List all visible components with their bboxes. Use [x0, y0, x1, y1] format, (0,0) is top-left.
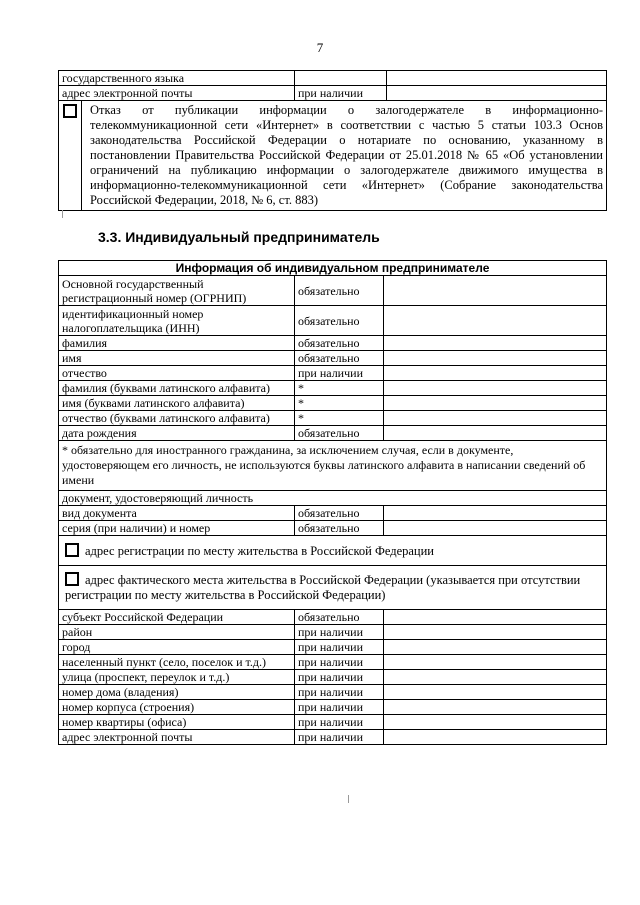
field-value[interactable] [384, 411, 607, 426]
table-row [59, 715, 607, 730]
field-value[interactable] [384, 640, 607, 655]
field-label: государственного языка [59, 71, 295, 86]
field-value[interactable] [384, 521, 607, 536]
footnote: * обязательно для иностранного гражданина, за исключением случая, если в документе, удостоверяющем его личность, не используются буквы латинского алфавита в написании сведений об имени [59, 441, 607, 491]
field-label: имя [59, 351, 295, 366]
field-label: номер дома (владения) [59, 685, 295, 700]
entrepreneur-info-table [58, 260, 607, 745]
address-actual-row [59, 566, 607, 610]
field-requirement: обязательно [295, 426, 384, 441]
top-continuation-table [58, 70, 607, 211]
field-requirement: обязательно [295, 351, 384, 366]
table-header-row [59, 261, 607, 276]
field-value[interactable] [384, 306, 607, 336]
field-requirement: обязательно [295, 610, 384, 625]
field-label: фамилия [59, 336, 295, 351]
field-value[interactable] [384, 336, 607, 351]
table-row [59, 411, 607, 426]
field-value[interactable] [387, 86, 607, 101]
field-requirement: при наличии [295, 640, 384, 655]
field-label: фамилия (буквами латинского алфавита) [59, 381, 295, 396]
field-label: отчество [59, 366, 295, 381]
field-value[interactable] [384, 670, 607, 685]
table-row [59, 71, 607, 86]
field-value[interactable] [384, 715, 607, 730]
section-heading: 3.3. Индивидуальный предприниматель [98, 229, 380, 245]
refusal-text: Отказ от публикации информации о залогодержателе в информационно-телекоммуникационной сети «Интернет» в соответствии с частью 5 статьи 103.3 Основ законодательства Российской Федерации о нотариате по основанию, указанному в постановлении Правительства Российской Федерации от 25.01.2018 № 65 «Об установлении ограничений на публикацию информации о залогодержателе движимого имущества в информационно-телекоммуникационной сети «Интернет» (Собрание законодательства Российской Федерации, 2018, № 6, ст. 883) [90, 103, 603, 207]
refusal-checkbox[interactable] [63, 104, 77, 118]
table-row [59, 700, 607, 715]
field-value[interactable] [384, 351, 607, 366]
field-label: вид документа [59, 506, 295, 521]
table-row [59, 655, 607, 670]
address-actual-checkbox[interactable] [65, 572, 79, 586]
field-requirement: обязательно [295, 521, 384, 536]
field-requirement: обязательно [295, 276, 384, 306]
page-number: 7 [316, 40, 324, 55]
field-label: улица (проспект, переулок и т.д.) [59, 670, 295, 685]
table-row [59, 336, 607, 351]
refusal-row [59, 101, 607, 211]
field-requirement: при наличии [295, 655, 384, 670]
table-row [59, 491, 607, 506]
field-requirement: * [295, 396, 384, 411]
field-label: адрес электронной почты [59, 86, 295, 101]
field-requirement: обязательно [295, 306, 384, 336]
table-row [59, 730, 607, 745]
table-row [59, 640, 607, 655]
field-label: город [59, 640, 295, 655]
field-label: серия (при наличии) и номер [59, 521, 295, 536]
field-requirement: обязательно [295, 336, 384, 351]
field-label: дата рождения [59, 426, 295, 441]
address-registration-label: адрес регистрации по месту жительства в Российской Федерации [85, 543, 434, 558]
table-row [59, 366, 607, 381]
field-value[interactable] [384, 685, 607, 700]
field-value[interactable] [384, 610, 607, 625]
table-header: Информация об индивидуальном предпринимателе [59, 261, 607, 276]
field-requirement: при наличии [295, 685, 384, 700]
field-requirement: обязательно [295, 506, 384, 521]
refusal-checkbox-cell [59, 101, 82, 210]
table-row [59, 625, 607, 640]
field-label: номер квартиры (офиса) [59, 715, 295, 730]
table-row [59, 426, 607, 441]
field-label: идентификационный номер налогоплательщика (ИНН) [59, 306, 295, 336]
table-row [59, 506, 607, 521]
field-value[interactable] [384, 655, 607, 670]
field-label: субъект Российской Федерации [59, 610, 295, 625]
field-requirement: * [295, 411, 384, 426]
table-row [59, 610, 607, 625]
address-registration-row [59, 536, 607, 566]
field-value[interactable] [384, 396, 607, 411]
table-row [59, 351, 607, 366]
table-row [59, 396, 607, 411]
field-value[interactable] [384, 276, 607, 306]
field-requirement: * [295, 381, 384, 396]
field-label: имя (буквами латинского алфавита) [59, 396, 295, 411]
table-row [59, 685, 607, 700]
address-actual-label: адрес фактического места жительства в Российской Федерации (указывается при отсутствии регистрации по месту жительства в Российской Федерации) [65, 573, 581, 602]
field-requirement: при наличии [295, 366, 384, 381]
field-value[interactable] [387, 71, 607, 86]
field-value[interactable] [384, 625, 607, 640]
field-requirement: при наличии [295, 86, 387, 101]
field-value[interactable] [384, 506, 607, 521]
table-row [59, 276, 607, 306]
field-requirement: при наличии [295, 700, 384, 715]
table-row [59, 521, 607, 536]
field-requirement: при наличии [295, 715, 384, 730]
field-label: адрес электронной почты [59, 730, 295, 745]
field-label: номер корпуса (строения) [59, 700, 295, 715]
scan-mark [62, 210, 63, 218]
field-value[interactable] [384, 730, 607, 745]
field-label: населенный пункт (село, поселок и т.д.) [59, 655, 295, 670]
field-requirement: при наличии [295, 730, 384, 745]
scan-mark [348, 795, 349, 803]
table-row [59, 306, 607, 336]
footnote-row [59, 441, 607, 491]
field-label: район [59, 625, 295, 640]
table-row [59, 381, 607, 396]
field-requirement [295, 71, 387, 86]
table-row [59, 86, 607, 101]
field-value[interactable] [384, 381, 607, 396]
field-label: отчество (буквами латинского алфавита) [59, 411, 295, 426]
field-requirement: при наличии [295, 670, 384, 685]
address-registration-checkbox[interactable] [65, 543, 79, 557]
field-label: Основной государственный регистрационный номер (ОГРНИП) [59, 276, 295, 306]
identity-doc-label: документ, удостоверяющий личность [59, 491, 607, 506]
field-requirement: при наличии [295, 625, 384, 640]
table-row [59, 670, 607, 685]
field-value[interactable] [384, 700, 607, 715]
field-value[interactable] [384, 426, 607, 441]
field-value[interactable] [384, 366, 607, 381]
